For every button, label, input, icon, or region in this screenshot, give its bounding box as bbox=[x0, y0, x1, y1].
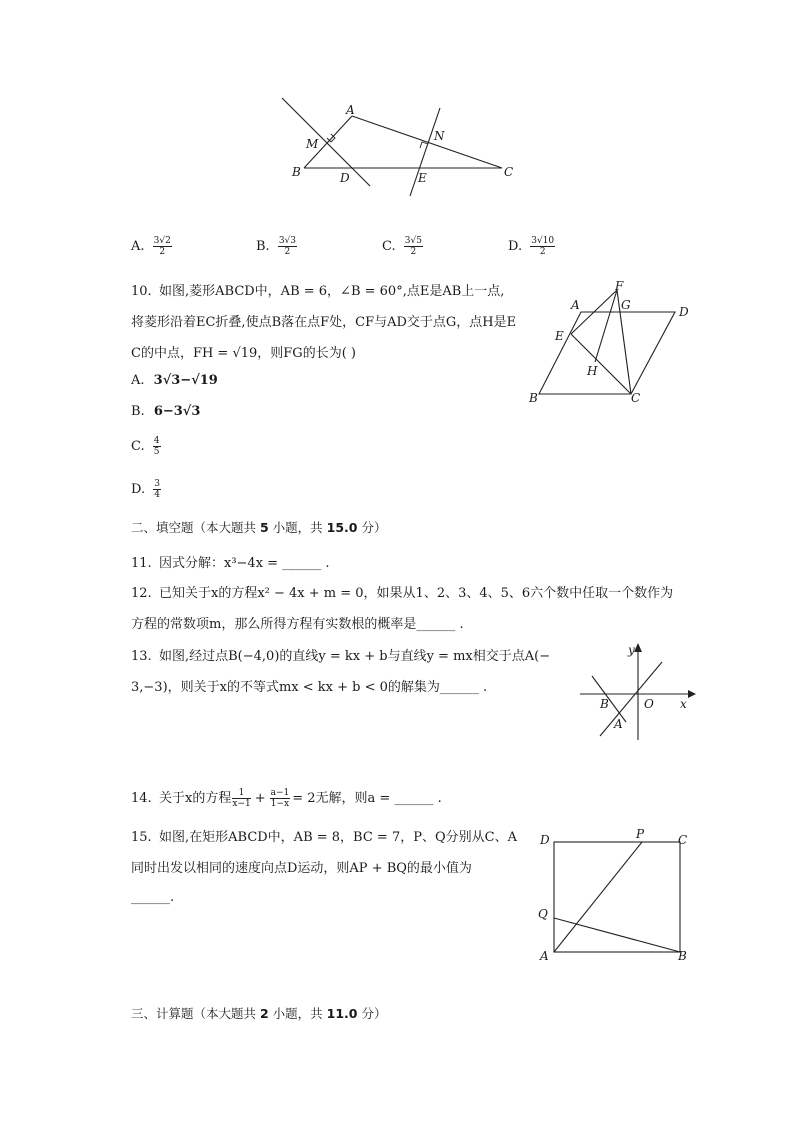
q13-label-B: B bbox=[600, 697, 609, 711]
q13-line1 bbox=[131, 645, 550, 664]
q15-number: 15. bbox=[131, 830, 152, 845]
q13-label-A: A bbox=[614, 717, 623, 731]
q15-label-C: C bbox=[678, 833, 688, 847]
q9-option-a-num: 3√2 bbox=[153, 236, 171, 246]
q13-label-O: O bbox=[644, 697, 654, 711]
q12-line2: 方程的常数项m，那么所得方程有实数根的概率是______ . bbox=[131, 617, 464, 632]
q9-option-d-num: 3√10 bbox=[531, 236, 555, 246]
q15-line1 bbox=[131, 826, 517, 845]
q9-figure bbox=[276, 92, 526, 202]
section-2-suffix: 分） bbox=[357, 520, 387, 535]
q10-option-c-num: 4 bbox=[153, 436, 160, 446]
section-2-score: 15.0 bbox=[326, 520, 358, 535]
q13-label-x: x bbox=[680, 697, 687, 711]
q9-option-d-letter: D. bbox=[508, 239, 523, 254]
q10-line1 bbox=[131, 280, 504, 299]
q14-frac1-den: x−1 bbox=[232, 799, 251, 809]
q10-label-A: A bbox=[571, 298, 580, 312]
q9-label-A: A bbox=[346, 103, 355, 117]
q15-text-1: 如图,在矩形ABCD中，AB = 8，BC = 7，P、Q分别从C、A bbox=[159, 830, 517, 845]
q10-option-c-den: 5 bbox=[153, 447, 160, 457]
section-3-prefix: 三、计算题（本大题共 bbox=[131, 1006, 260, 1021]
q10-option-d-letter: D. bbox=[131, 482, 146, 497]
q10-figure bbox=[525, 278, 705, 410]
q10-number: 10. bbox=[131, 284, 152, 299]
q9-option-a-den: 2 bbox=[159, 247, 166, 257]
q15-label-B: B bbox=[678, 949, 687, 963]
q10-option-b-letter: B. bbox=[131, 404, 145, 419]
q10-option-a-text: 3√3−√19 bbox=[153, 373, 218, 388]
q9-option-d[interactable] bbox=[508, 236, 555, 257]
section-3-suffix: 分） bbox=[357, 1006, 387, 1021]
q11-text: 因式分解：x³−4x = ______ . bbox=[159, 556, 330, 571]
q10-option-a-letter: A. bbox=[131, 373, 145, 388]
q9-option-a-letter: A. bbox=[131, 239, 145, 254]
q10-option-b[interactable] bbox=[131, 404, 200, 419]
q9-option-c-num: 3√5 bbox=[404, 236, 422, 246]
section-2-count: 5 bbox=[259, 520, 269, 535]
q13-text-1: 如图,经过点B(−4,0)的直线y = kx + b与直线y = mx相交于点A(− bbox=[159, 649, 551, 664]
q13-label-y: y bbox=[628, 643, 635, 657]
q11-number: 11. bbox=[131, 556, 152, 571]
q9-label-B: B bbox=[292, 165, 301, 179]
q14-line bbox=[131, 787, 442, 809]
q9-option-b-den: 2 bbox=[284, 247, 291, 257]
q12-number: 12. bbox=[131, 586, 152, 601]
q10-option-c[interactable] bbox=[131, 436, 161, 457]
q9-label-D: D bbox=[340, 171, 350, 185]
q10-option-a[interactable] bbox=[131, 373, 218, 388]
q15-label-Q: Q bbox=[538, 907, 548, 921]
q9-option-b-num: 3√3 bbox=[278, 236, 297, 246]
q9-option-c[interactable] bbox=[382, 236, 423, 257]
section-2-prefix: 二、填空题（本大题共 bbox=[131, 520, 260, 535]
q10-label-C: C bbox=[631, 391, 641, 405]
q10-label-H: H bbox=[587, 364, 598, 378]
q10-text-1: 如图,菱形ABCD中，AB = 6，∠B = 60°,点E是AB上一点, bbox=[159, 284, 505, 299]
q10-label-G: G bbox=[621, 298, 631, 312]
q14-number: 14. bbox=[131, 791, 152, 806]
q11-line bbox=[131, 552, 329, 571]
q10-line2: 将菱形沿着EC折叠,使点B落在点F处，CF与AD交于点G，点H是E bbox=[131, 315, 517, 330]
q10-label-F: F bbox=[615, 279, 624, 293]
q10-label-E: E bbox=[555, 329, 564, 343]
q13-line2: 3,−3)，则关于x的不等式mx < kx + b < 0的解集为______ . bbox=[131, 680, 488, 695]
q9-option-d-den: 2 bbox=[539, 247, 546, 257]
section-2-mid: 小题，共 bbox=[268, 520, 327, 535]
q9-option-b-letter: B. bbox=[256, 239, 270, 254]
q10-label-B: B bbox=[529, 391, 538, 405]
q9-label-N: N bbox=[434, 129, 445, 143]
q15-label-P: P bbox=[636, 827, 645, 841]
q9-option-a[interactable] bbox=[131, 236, 172, 257]
q15-label-D: D bbox=[540, 833, 550, 847]
q12-text-1: 已知关于x的方程x² − 4x + m = 0，如果从1、2、3、4、5、6六个数中任取一个数作为 bbox=[159, 586, 674, 601]
q12-line1 bbox=[131, 582, 673, 601]
q9-label-E: E bbox=[418, 171, 427, 185]
q15-label-A: A bbox=[540, 949, 549, 963]
q14-plus: + bbox=[254, 791, 266, 806]
q10-option-c-letter: C. bbox=[131, 439, 145, 454]
q10-label-D: D bbox=[679, 305, 689, 319]
q13-figure bbox=[578, 640, 698, 744]
q10-option-b-text: 6−3√3 bbox=[153, 404, 201, 419]
q15-line2: 同时出发以相同的速度向点D运动，则AP + BQ的最小值为 bbox=[131, 861, 472, 876]
q15-figure bbox=[534, 826, 694, 964]
section-3-header bbox=[131, 1004, 386, 1022]
q14-frac2-num: a−1 bbox=[270, 788, 290, 798]
q14-pre: 关于x的方程 bbox=[159, 791, 232, 806]
q14-post: = 2无解，则a = ______ . bbox=[292, 791, 442, 806]
q10-option-d-den: 4 bbox=[154, 490, 160, 500]
q10-option-d-num: 3 bbox=[154, 479, 160, 489]
q14-frac2-den: 1−x bbox=[270, 799, 290, 809]
q9-option-c-den: 2 bbox=[410, 247, 417, 257]
q13-number: 13. bbox=[131, 649, 152, 664]
q9-label-M: M bbox=[306, 137, 319, 151]
section-3-mid: 小题，共 bbox=[268, 1006, 327, 1021]
q14-frac1-num: 1 bbox=[232, 788, 250, 799]
section-3-score: 11.0 bbox=[326, 1006, 358, 1021]
q10-option-d[interactable] bbox=[131, 479, 161, 500]
q9-option-b[interactable] bbox=[256, 236, 297, 257]
q9-label-C: C bbox=[504, 165, 514, 179]
q9-option-c-letter: C. bbox=[382, 239, 396, 254]
section-3-count: 2 bbox=[259, 1006, 269, 1021]
section-2-header bbox=[131, 518, 386, 536]
q10-line3: C的中点，FH = √19，则FG的长为( ) bbox=[131, 346, 356, 361]
q15-line3: ______. bbox=[131, 890, 175, 905]
